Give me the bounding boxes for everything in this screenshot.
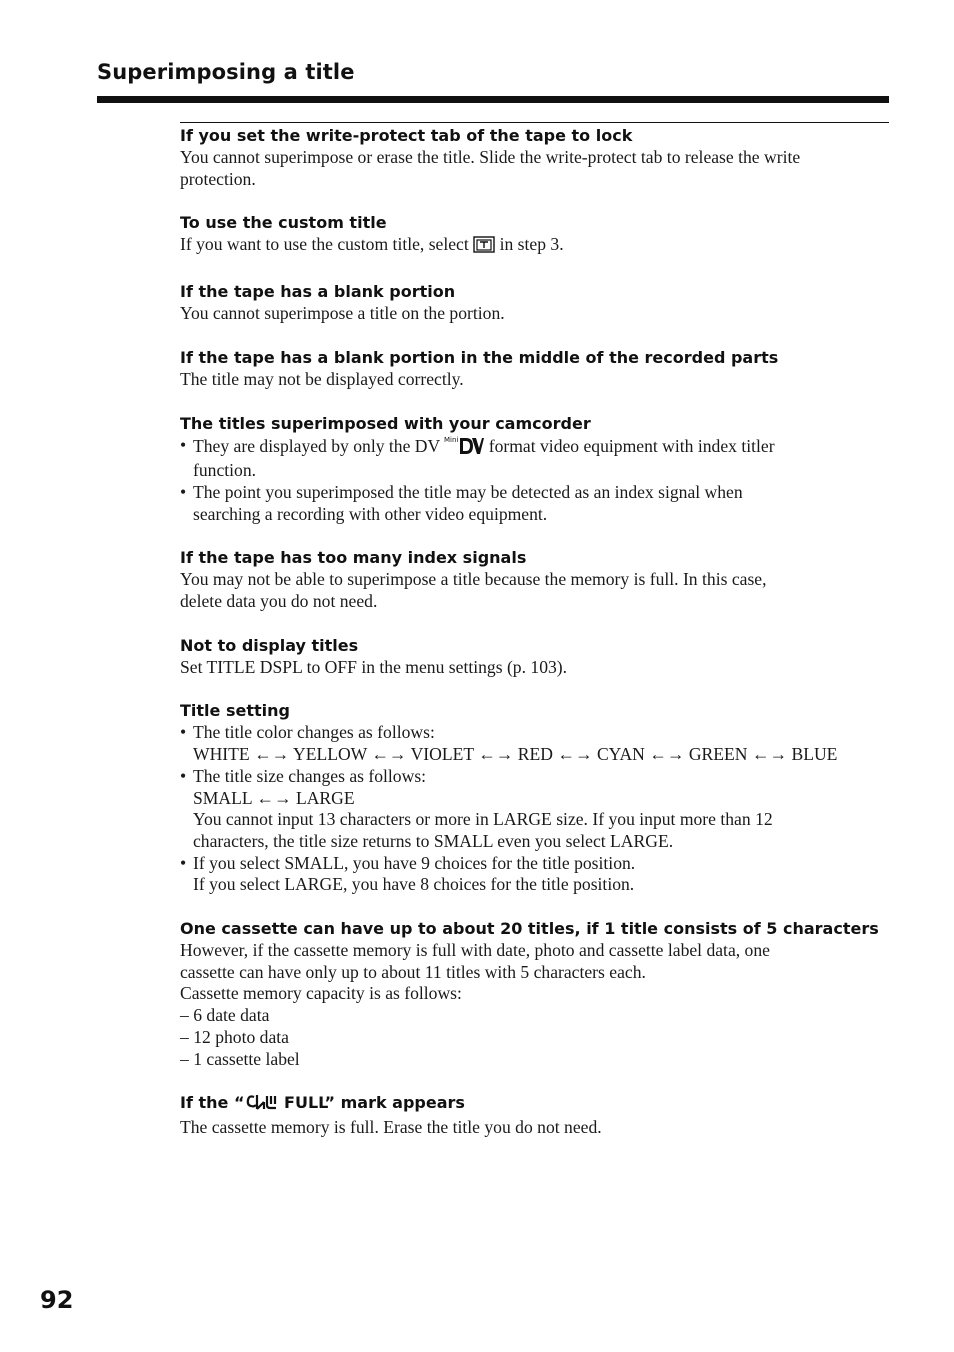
paragraph-line: You cannot superimpose a title on the portion. <box>180 303 505 324</box>
page-title: Superimposing a title <box>97 60 355 84</box>
section-write-protect <box>180 124 889 190</box>
bullet-item <box>180 435 889 461</box>
section-custom-title <box>180 211 889 259</box>
section-heading: If you set the write-protect tab of the tape to lock <box>180 126 633 145</box>
section-blank-middle <box>180 346 889 391</box>
section-index-signals <box>180 546 889 612</box>
page-content <box>180 124 889 1160</box>
bullet-item: • If you select SMALL, you have 9 choices for the title position. <box>180 853 889 875</box>
section-heading: Not to display titles <box>180 635 359 655</box>
paragraph-line: protection. <box>180 168 256 189</box>
svg-text:Mini: Mini <box>444 435 459 444</box>
paragraph-line: cassette can have only up to about 11 titles with 5 characters each. <box>180 961 646 982</box>
bullet-continuation: characters, the title size returns to SMALL even you select LARGE. <box>193 830 674 851</box>
bullet-item: • The point you superimposed the title may be detected as an index signal when <box>180 482 889 504</box>
section-title-setting <box>180 699 889 896</box>
paragraph-line: The title may not be displayed correctly. <box>180 368 464 389</box>
paragraph-line: You cannot superimpose or erase the title. Slide the write-protect tab to release the write <box>180 147 801 167</box>
bullet-continuation: WHITE ←→ YELLOW ←→ VIOLET ←→ RED ←→ CYAN ←→ GREEN ←→ BLUE <box>193 744 838 765</box>
text-fragment: If you want to use the custom title, select <box>180 234 469 255</box>
bullet-item: • The title size changes as follows: <box>180 766 889 788</box>
paragraph-line <box>180 234 889 259</box>
section-heading: The titles superimposed with your camcorder <box>180 413 591 433</box>
list-item: – 12 photo data <box>180 1026 289 1047</box>
section-cassette-capacity <box>180 917 889 1070</box>
header-rule <box>97 96 889 103</box>
paragraph-line: You may not be able to superimpose a title because the memory is full. In this case, <box>180 569 767 590</box>
section-heading: To use the custom title <box>180 213 387 233</box>
bullet-continuation: function. <box>193 460 257 481</box>
page-number: 92 <box>40 1286 74 1314</box>
text-fragment: If the “ <box>180 1093 245 1113</box>
paragraph-line: delete data you do not need. <box>180 591 378 612</box>
list-item: – 1 cassette label <box>180 1048 300 1069</box>
section-full-mark <box>180 1091 889 1139</box>
section-heading: One cassette can have up to about 20 titles, if 1 title consists of 5 characters <box>180 919 879 939</box>
mini-dv-logo-icon <box>444 435 484 461</box>
paragraph-line: The cassette memory is full. Erase the title you do not need. <box>180 1117 602 1138</box>
text-fragment: in step 3. <box>499 234 564 255</box>
paragraph-line: Cassette memory capacity is as follows: <box>180 983 462 1004</box>
text-fragment: format video equipment with index titler <box>488 435 775 456</box>
section-heading: If the tape has a blank portion in the middle of the recorded parts <box>180 347 779 367</box>
section-blank-portion <box>180 280 889 325</box>
section-divider <box>180 122 889 123</box>
text-fragment: They are displayed by only the DV <box>193 435 440 456</box>
list-item: – 6 date data <box>180 1005 270 1026</box>
paragraph-line: However, if the cassette memory is full with date, photo and cassette label data, one <box>180 940 770 961</box>
section-heading: If the tape has too many index signals <box>180 548 527 568</box>
bullet-continuation: searching a recording with other video equipment. <box>193 503 548 524</box>
bullet-continuation: If you select LARGE, you have 8 choices for the title position. <box>193 874 635 895</box>
bullet-continuation: SMALL ←→ LARGE <box>193 787 355 808</box>
section-heading <box>180 1091 889 1117</box>
bullet-continuation: You cannot input 13 characters or more in LARGE size. If you input more than 12 <box>193 809 773 830</box>
section-not-display <box>180 634 889 679</box>
cassette-memory-icon <box>244 1093 278 1117</box>
bullet-item: • The title color changes as follows: <box>180 722 889 744</box>
custom-title-icon <box>473 236 495 259</box>
section-camcorder-titles <box>180 412 889 526</box>
section-heading: Title setting <box>180 701 290 721</box>
paragraph-line: Set TITLE DSPL to OFF in the menu settings (p. 103). <box>180 656 568 677</box>
text-fragment: FULL” mark appears <box>278 1093 465 1113</box>
section-heading: If the tape has a blank portion <box>180 282 456 302</box>
